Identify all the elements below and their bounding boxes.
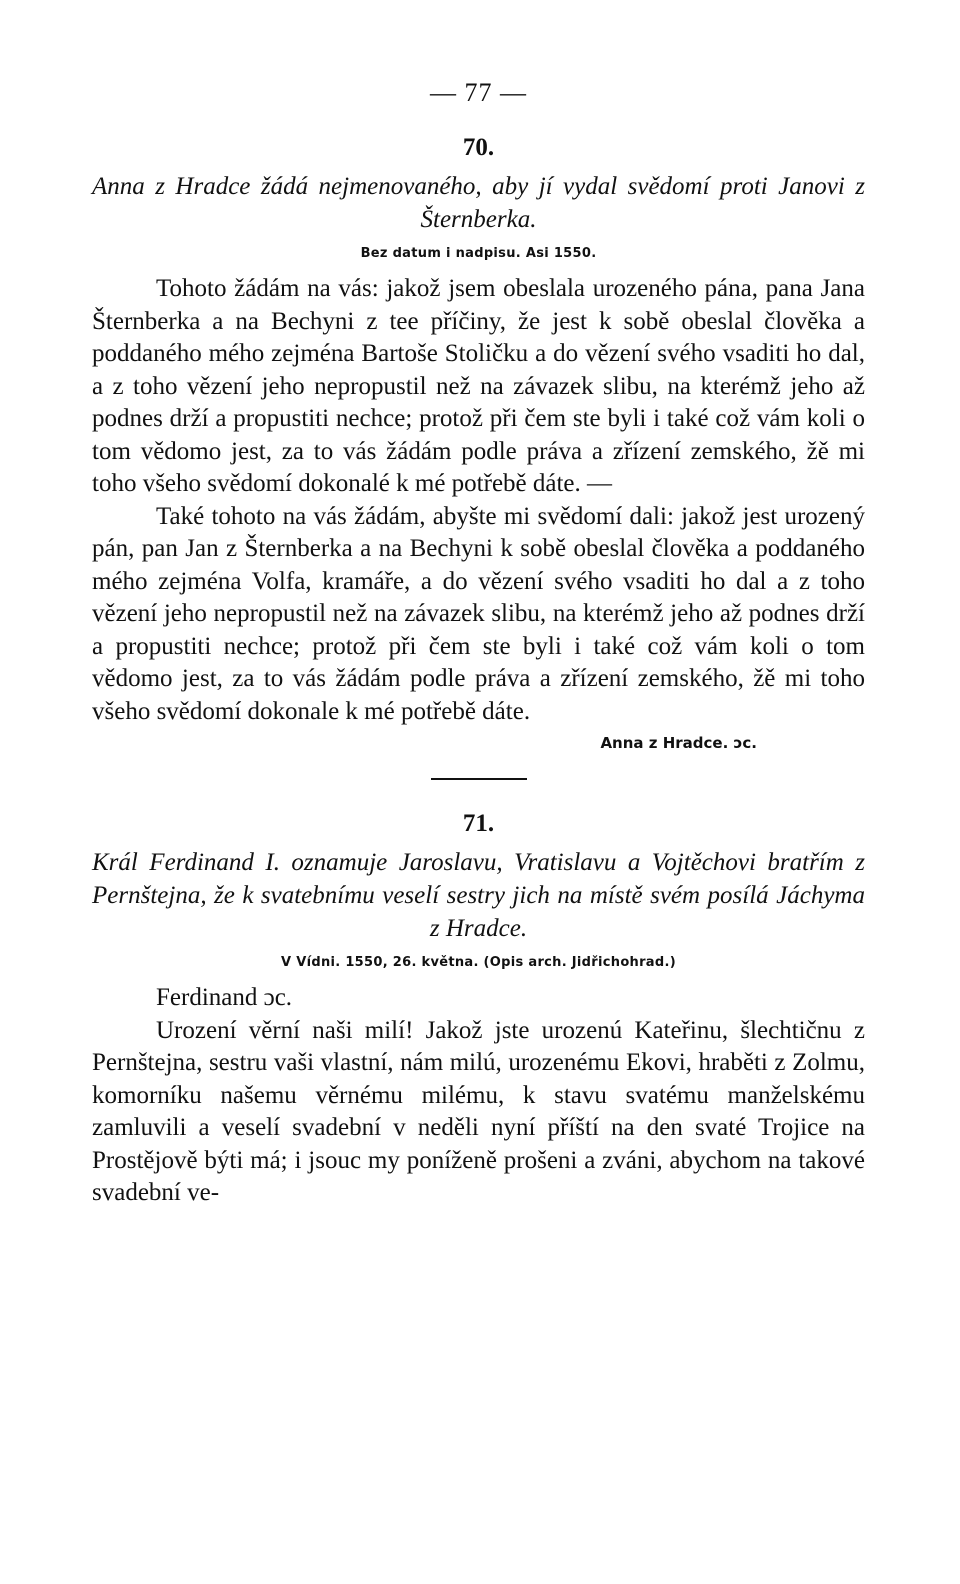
page-number: — 77 — (430, 78, 527, 107)
body-paragraph: Také tohoto na vás žádám, abyšte mi svědomí dali: jakož jest urozený pán, pan Jan z Šternberka a na Bechyni k sobě obeslal člověka a poddaného mého zejména Volfa, kramáře, a do vězení svého vsaditi ho dal a z toho vězení jeho nepropustil než na závazek slibu, na kterémž jeho až podnes drží a propustiti nechce; protož při čem ste byli i také což vám koli o tom vědomo jest, za to vás žádám podle práva a zřízení zemského, žě mi toho všeho svědomí dokonale k mé potřebě dáte. (92, 502, 865, 725)
document-heading: Král Ferdinand I. oznamuje Jaroslavu, Vratislavu a Vojtěchovi bratřím z Pernštejna, že k svatebnímu veselí sestry jich na místě svém posílá Jáchyma z Hradce. (92, 849, 865, 942)
document-number: 71. (462, 810, 495, 837)
body-paragraph: Urození věrní naši milí! Jakož jste urozenú Kateřinu, šlechtičnu z Pernštejna, sestru vaši vlastní, nám milú, urozenému Ekovi, hraběti z Zolmu, komorníku našemu věrnému milému, k stavu svatému manželskému zamluvili a veselí svadební v neděli nyní příští na den svaté Trojice na Prostějově býti má; i jsouc my poníženě prošeni a zváni, abychom na takové svadební ve- (92, 1016, 865, 1206)
signature: Anna z Hradce. ɔc. (600, 734, 757, 752)
document-70 (92, 134, 865, 752)
body-paragraph: Tohoto žádám na vás: jakož jsem obeslala urozeného pána, pana Jana Šternberka a na Bechyni z tee příčiny, že jest k sobě obeslal člověka a poddaného mého zejména Bartoše Stoličku a do vězení svého vsaditi ho dal, a z toho vězení jeho nepropustil než na závazek slibu, na kterémž jeho až podnes drží a propustiti nechce; protož při čem ste byli i také což vám koli o tom vědomo jest, za to vás žádám podle práva a zřízení zemského, žě mi toho všeho svědomí dokonalé k mé potřebě dáte. — (92, 275, 865, 497)
document-date-note: Bez datum i nadpisu. Asi 1550. (360, 246, 597, 261)
document-date-note: V Vídni. 1550, 26. května. (Opis arch. Jidřichohrad.) (281, 955, 676, 970)
document-71 (92, 810, 865, 1210)
document-heading: Anna z Hradce žádá nejmenovaného, aby jí vydal svědomí proti Janovi z Šternberka. (92, 173, 865, 233)
section-divider (431, 778, 527, 780)
salutation: Ferdinand ɔc. (156, 984, 293, 1011)
document-number: 70. (462, 134, 495, 161)
